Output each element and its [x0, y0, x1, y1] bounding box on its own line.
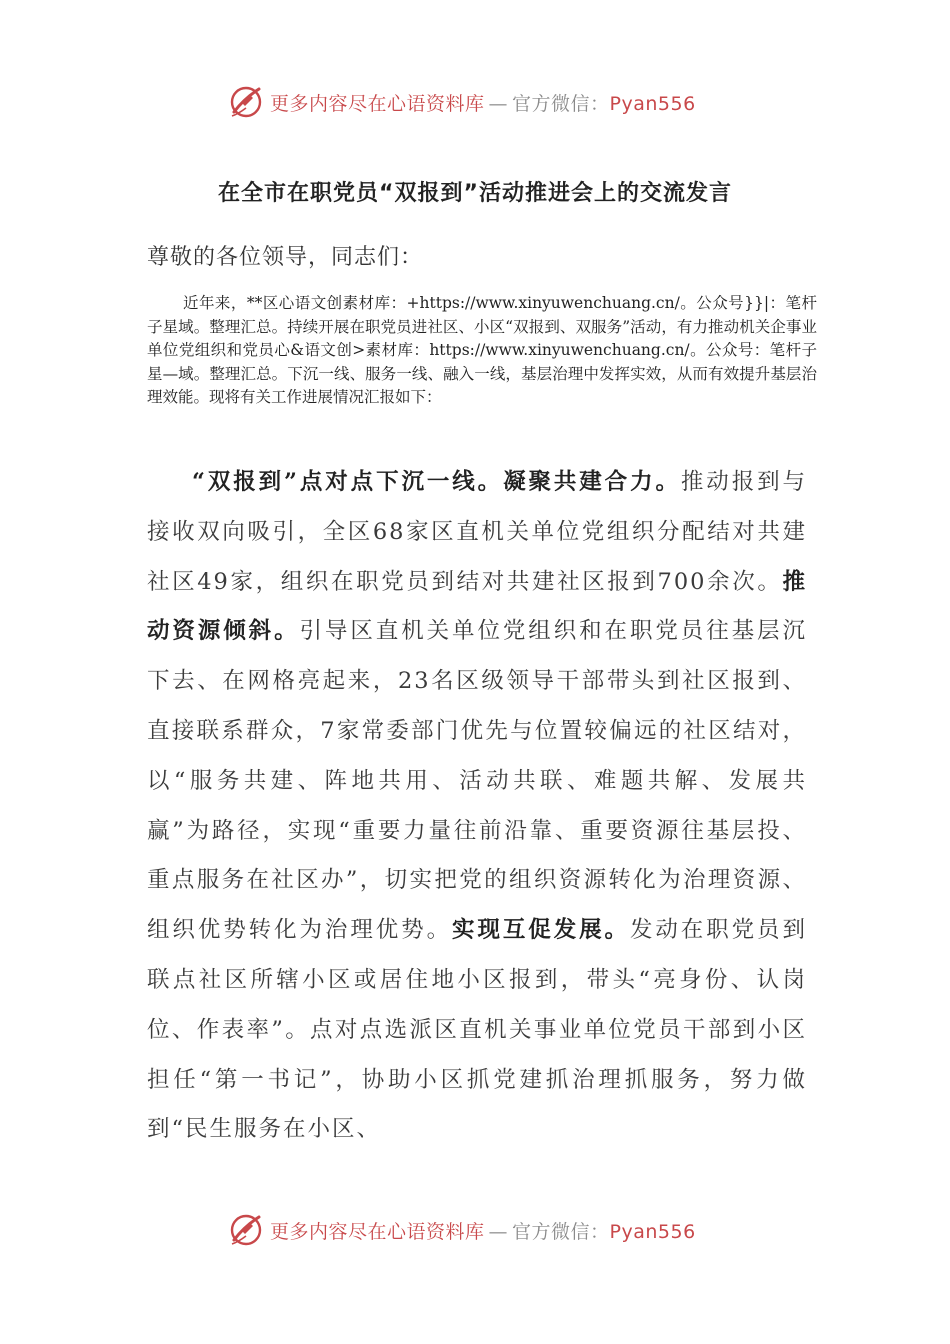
watermark-sub: 官方微信： — [512, 1220, 610, 1243]
section-heading: 推动资源倾斜。 — [147, 568, 807, 645]
pen-swirl-logo-icon — [228, 84, 264, 120]
body-paragraph — [147, 458, 807, 1155]
body-text: 发动在职党员到联点社区所辖小区或居住地小区报到，带头“亮身份、认岗位、作表率”。点对点选派区直机关事业单位党员干部到小区担任“第一书记”，协助小区抓党建抓治理抓服务，努力做到“民生服务在小区、 — [147, 917, 807, 1143]
watermark-separator: — — [488, 92, 509, 115]
intro-paragraph: 近年来，**区心语文创素材库：+https://www.xinyuwenchuang.cn/。公众号}}|：笔杆子星域。整理汇总。持续开展在职党员进社区、小区“双报到、双服务”活动，有力推动机关企事业单位党组织和党员心&语文创>素材库：https://www.xinyuwenchuang.cn/。公众号：笔杆子星—域。整理汇总。下沉一线、服务一线、融入一线，基层治理中发挥实效，从而有效提升基层治理效能。现将有关工作进展情况汇报如下： — [147, 294, 817, 406]
pen-swirl-logo-icon — [228, 1212, 264, 1248]
body-text: 引导区直机关单位党组织和在职党员往基层沉下去、在网格亮起来，23名区级领导干部带头到社区报到、直接联系群众，7家常委部门优先与位置较偏远的社区结对，以“服务共建、阵地共用、活动共联、难题共解、发展共赢”为路径，实现“重要力量往前沿靠、重要资源往基层投、重点服务在社区办”，切实把党的组织资源转化为治理资源、组织优势转化为治理优势。 — [147, 618, 807, 944]
header-watermark — [228, 84, 748, 120]
watermark-text — [270, 1217, 696, 1244]
watermark-main: 更多内容尽在心语资料库 — [270, 92, 485, 115]
section-heading: 实现互促发展。 — [452, 917, 630, 944]
salutation: 尊敬的各位领导，同志们： — [147, 245, 424, 270]
section-heading: “双报到”点对点下沉一线。凝聚共建合力。 — [192, 469, 681, 495]
watermark-text — [270, 89, 696, 116]
watermark-separator: — — [488, 1220, 509, 1243]
watermark-main: 更多内容尽在心语资料库 — [270, 1220, 485, 1243]
document-title: 在全市在职党员“双报到”活动推进会上的交流发言 — [218, 181, 732, 206]
body-text: 推动报到与接收双向吸引，全区68家区直机关单位党组织分配结对共建社区49家，组织在职党员到结对共建社区报到700余次。 — [147, 469, 807, 595]
watermark-sub: 官方微信： — [512, 92, 610, 115]
footer-watermark — [228, 1212, 748, 1248]
watermark-account: Pyan556 — [609, 92, 696, 115]
watermark-account: Pyan556 — [609, 1220, 696, 1243]
